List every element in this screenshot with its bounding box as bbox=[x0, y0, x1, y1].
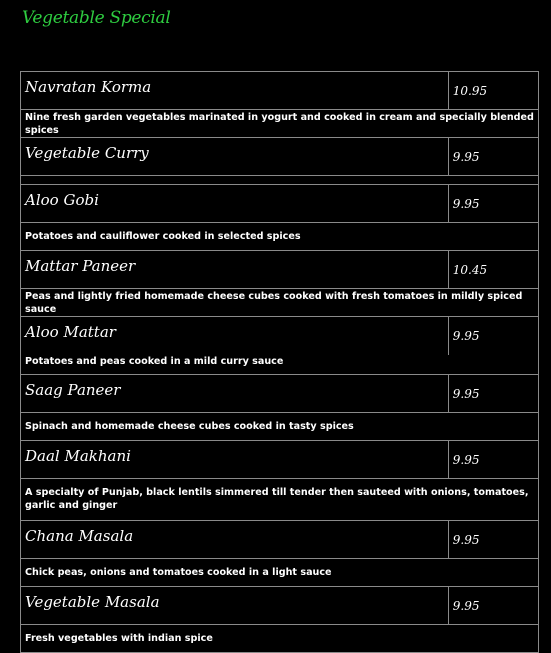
dish-name: Saag Paneer bbox=[21, 374, 449, 412]
menu-item-row bbox=[21, 72, 539, 110]
menu-item-description-row bbox=[21, 478, 539, 520]
menu-item-description-row bbox=[21, 355, 539, 375]
dish-description: Nine fresh garden vegetables marinated in yogurt and cooked in cream and specially blended spices bbox=[21, 110, 539, 138]
dish-price: 9.95 bbox=[448, 185, 538, 223]
dish-description: Spinach and homemade cheese cubes cooked in tasty spices bbox=[21, 412, 539, 440]
menu-item-description-row bbox=[21, 110, 539, 138]
dish-name: Navratan Korma bbox=[21, 72, 449, 110]
dish-name: Aloo Gobi bbox=[21, 185, 449, 223]
dish-description: Fresh vegetables with indian spice bbox=[21, 624, 539, 652]
dish-description: Peas and lightly fried homemade cheese cubes cooked with fresh tomatoes in mildly spiced sauce bbox=[21, 289, 539, 317]
dish-price: 9.95 bbox=[448, 520, 538, 558]
section-title: Vegetable Special bbox=[22, 8, 171, 28]
menu-item-description-row bbox=[21, 412, 539, 440]
menu-item-row bbox=[21, 440, 539, 478]
dish-name: Vegetable Curry bbox=[21, 138, 449, 176]
menu-item-row bbox=[21, 586, 539, 624]
dish-price: 9.95 bbox=[448, 138, 538, 176]
dish-description: Potatoes and cauliflower cooked in selected spices bbox=[21, 223, 539, 251]
menu-item-description-row bbox=[21, 558, 539, 586]
dish-price: 9.95 bbox=[448, 374, 538, 412]
dish-price: 9.95 bbox=[448, 586, 538, 624]
dish-name: Aloo Mattar bbox=[21, 317, 449, 355]
dish-name: Vegetable Masala bbox=[21, 586, 449, 624]
menu-item-row bbox=[21, 520, 539, 558]
dish-description bbox=[21, 176, 539, 185]
dish-description: Chick peas, onions and tomatoes cooked in a light sauce bbox=[21, 558, 539, 586]
menu-item-row bbox=[21, 374, 539, 412]
dish-price: 10.45 bbox=[448, 251, 538, 289]
menu-table bbox=[20, 71, 539, 653]
dish-description: A specialty of Punjab, black lentils simmered till tender then sauteed with onions, tomatoes, garlic and ginger bbox=[21, 478, 539, 520]
dish-description: Potatoes and peas cooked in a mild curry sauce bbox=[21, 355, 539, 375]
dish-price: 10.95 bbox=[448, 72, 538, 110]
dish-price: 9.95 bbox=[448, 440, 538, 478]
menu-item-row bbox=[21, 185, 539, 223]
dish-name: Mattar Paneer bbox=[21, 251, 449, 289]
menu-item-description-row bbox=[21, 223, 539, 251]
dish-name: Daal Makhani bbox=[21, 440, 449, 478]
dish-price: 9.95 bbox=[448, 317, 538, 355]
menu-item-description-row bbox=[21, 624, 539, 652]
menu-item-row bbox=[21, 317, 539, 355]
menu-item-description-row bbox=[21, 289, 539, 317]
menu-item-description-row bbox=[21, 176, 539, 185]
menu-item-row bbox=[21, 138, 539, 176]
dish-name: Chana Masala bbox=[21, 520, 449, 558]
menu-item-row bbox=[21, 251, 539, 289]
